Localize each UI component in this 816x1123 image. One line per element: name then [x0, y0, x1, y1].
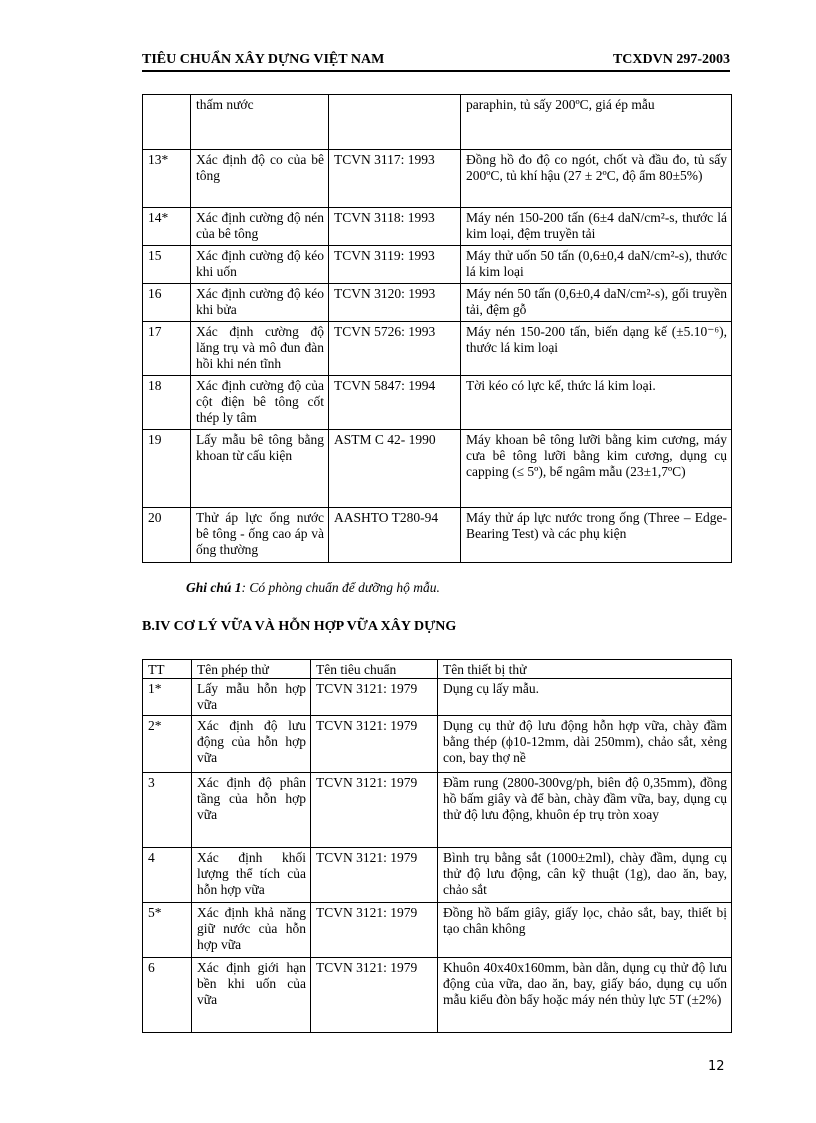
test-name: Lấy mẫu hỗn hợp vữa — [192, 679, 311, 716]
row-number: 1* — [143, 679, 192, 716]
row-number: 13* — [143, 150, 191, 208]
table-row — [143, 679, 732, 716]
row-number: 6 — [143, 958, 192, 1033]
equipment: Máy thử áp lực nước trong ống (Three – Edge-Bearing Test) và các phụ kiện — [461, 508, 732, 563]
test-name: Xác định cường độ của cột điện bê tông cốt thép ly tâm — [191, 376, 329, 430]
test-name: Xác định độ co của bê tông — [191, 150, 329, 208]
row-number: 5* — [143, 903, 192, 958]
table-row — [143, 430, 732, 508]
page-header — [142, 50, 730, 72]
standard-name — [329, 95, 461, 150]
test-name: thấm nước — [191, 95, 329, 150]
test-name: Xác định cường độ kéo khi bửa — [191, 284, 329, 322]
standard-name: TCVN 3121: 1979 — [311, 958, 438, 1033]
table-row — [143, 284, 732, 322]
equipment: Khuôn 40x40x160mm, bàn dằn, dụng cụ thử độ lưu động của vữa, dao ăn, bay, giấy báo, dụng cụ uốn mẫu kiểu đòn bẩy hoặc máy nén thủy lực 5T (±2%) — [438, 958, 732, 1033]
row-number: 15 — [143, 246, 191, 284]
equipment: Máy khoan bê tông lưỡi bằng kim cương, máy cưa bê tông lưỡi bằng kim cương, dụng cụ capping (≤ 5º), bể ngâm mẫu (23±1,7ºC) — [461, 430, 732, 508]
standard-name: TCVN 3120: 1993 — [329, 284, 461, 322]
table-row — [143, 208, 732, 246]
row-number: 19 — [143, 430, 191, 508]
note-text: : Có phòng chuẩn để dưỡng hộ mẫu. — [241, 580, 440, 595]
note — [186, 580, 440, 596]
table-row — [143, 903, 732, 958]
table-header-row — [143, 660, 732, 679]
table-row — [143, 848, 732, 903]
standard-name: ASTM C 42- 1990 — [329, 430, 461, 508]
equipment: Đồng hồ bấm giây, giấy lọc, chảo sắt, bay, thiết bị tạo chân không — [438, 903, 732, 958]
equipment: Tời kéo có lực kế, thức lá kim loại. — [461, 376, 732, 430]
page-number: 12 — [708, 1059, 725, 1074]
standard-name: TCVN 3121: 1979 — [311, 679, 438, 716]
row-number: 17 — [143, 322, 191, 376]
column-header: Tên thiết bị thử — [438, 660, 732, 679]
equipment: paraphin, tủ sấy 200ºC, giá ép mẫu — [461, 95, 732, 150]
test-name: Xác định độ lưu động của hỗn hợp vữa — [192, 716, 311, 773]
equipment: Máy nén 150-200 tấn, biến dạng kế (±5.10⁻⁶), thước lá kim loại — [461, 322, 732, 376]
equipment: Dụng cụ lấy mẫu. — [438, 679, 732, 716]
column-header: TT — [143, 660, 192, 679]
column-header: Tên phép thử — [192, 660, 311, 679]
row-number: 16 — [143, 284, 191, 322]
test-name: Xác định cường độ lăng trụ và mô đun đàn hồi khi nén tĩnh — [191, 322, 329, 376]
equipment: Đầm rung (2800-300vg/ph, biên độ 0,35mm), đồng hồ bấm giây và để bàn, chày đầm vữa, bay, dụng cụ thử độ lưu động, khuôn ép trụ tròn xoay — [438, 773, 732, 848]
standard-name: TCVN 3121: 1979 — [311, 848, 438, 903]
header-standard-code: TCXDVN 297-2003 — [612, 52, 730, 67]
equipment: Dụng cụ thử độ lưu động hỗn hợp vữa, chày đầm bằng thép (ϕ10-12mm, dài 250mm), chảo sắt, xẻng con, bay thợ nề — [438, 716, 732, 773]
row-number: 2* — [143, 716, 192, 773]
row-number: 18 — [143, 376, 191, 430]
table-row — [143, 376, 732, 430]
test-name: Xác định cường độ nén của bê tông — [191, 208, 329, 246]
test-name: Xác định độ phân tầng của hỗn hợp vữa — [192, 773, 311, 848]
test-table-concrete — [142, 94, 732, 563]
test-name: Thử áp lực ống nước bê tông - ống cao áp và ống thường — [191, 508, 329, 563]
row-number — [143, 95, 191, 150]
standard-name: TCVN 3121: 1979 — [311, 903, 438, 958]
standard-name: AASHTO T280-94 — [329, 508, 461, 563]
table-row — [143, 95, 732, 150]
section-title: B.IV CƠ LÝ VỮA VÀ HỖN HỢP VỮA XÂY DỰNG — [142, 619, 457, 634]
row-number: 14* — [143, 208, 191, 246]
table-row — [143, 508, 732, 563]
test-table-mortar — [142, 659, 732, 1033]
table-row — [143, 958, 732, 1033]
standard-name: TCVN 3118: 1993 — [329, 208, 461, 246]
row-number: 3 — [143, 773, 192, 848]
test-name: Xác định khối lượng thể tích của hỗn hợp vữa — [192, 848, 311, 903]
equipment: Máy thử uốn 50 tấn (0,6±0,4 daN/cm²-s), thước lá kim loại — [461, 246, 732, 284]
standard-name: TCVN 3121: 1979 — [311, 773, 438, 848]
header-title: TIÊU CHUẨN XÂY DỰNG VIỆT NAM — [142, 52, 385, 67]
equipment: Bình trụ bằng sắt (1000±2ml), chày đầm, dụng cụ thử độ lưu động, cân kỹ thuật (1g), dao ăn, bay, chảo sắt — [438, 848, 732, 903]
table-row — [143, 773, 732, 848]
standard-name: TCVN 5847: 1994 — [329, 376, 461, 430]
test-name: Xác định giới hạn bền khi uốn của vữa — [192, 958, 311, 1033]
table-row — [143, 150, 732, 208]
equipment: Máy nén 150-200 tấn (6±4 daN/cm²-s, thước lá kim loại, đệm truyền tải — [461, 208, 732, 246]
test-name: Xác định khả năng giữ nước của hỗn hợp vữa — [192, 903, 311, 958]
note-label: Ghi chú 1 — [186, 580, 242, 595]
column-header: Tên tiêu chuẩn — [311, 660, 438, 679]
row-number: 4 — [143, 848, 192, 903]
test-name: Xác định cường độ kéo khi uốn — [191, 246, 329, 284]
table-row — [143, 322, 732, 376]
table-row — [143, 716, 732, 773]
standard-name: TCVN 3119: 1993 — [329, 246, 461, 284]
standard-name: TCVN 3121: 1979 — [311, 716, 438, 773]
table-row — [143, 246, 732, 284]
equipment: Máy nén 50 tấn (0,6±0,4 daN/cm²-s), gối truyền tải, đệm gỗ — [461, 284, 732, 322]
row-number: 20 — [143, 508, 191, 563]
standard-name: TCVN 3117: 1993 — [329, 150, 461, 208]
equipment: Đồng hồ đo độ co ngót, chốt và đầu đo, tủ sấy 200ºC, tủ khí hậu (27 ± 2ºC, độ ẩm 80±5%) — [461, 150, 732, 208]
test-name: Lấy mẫu bê tông bằng khoan từ cấu kiện — [191, 430, 329, 508]
standard-name: TCVN 5726: 1993 — [329, 322, 461, 376]
